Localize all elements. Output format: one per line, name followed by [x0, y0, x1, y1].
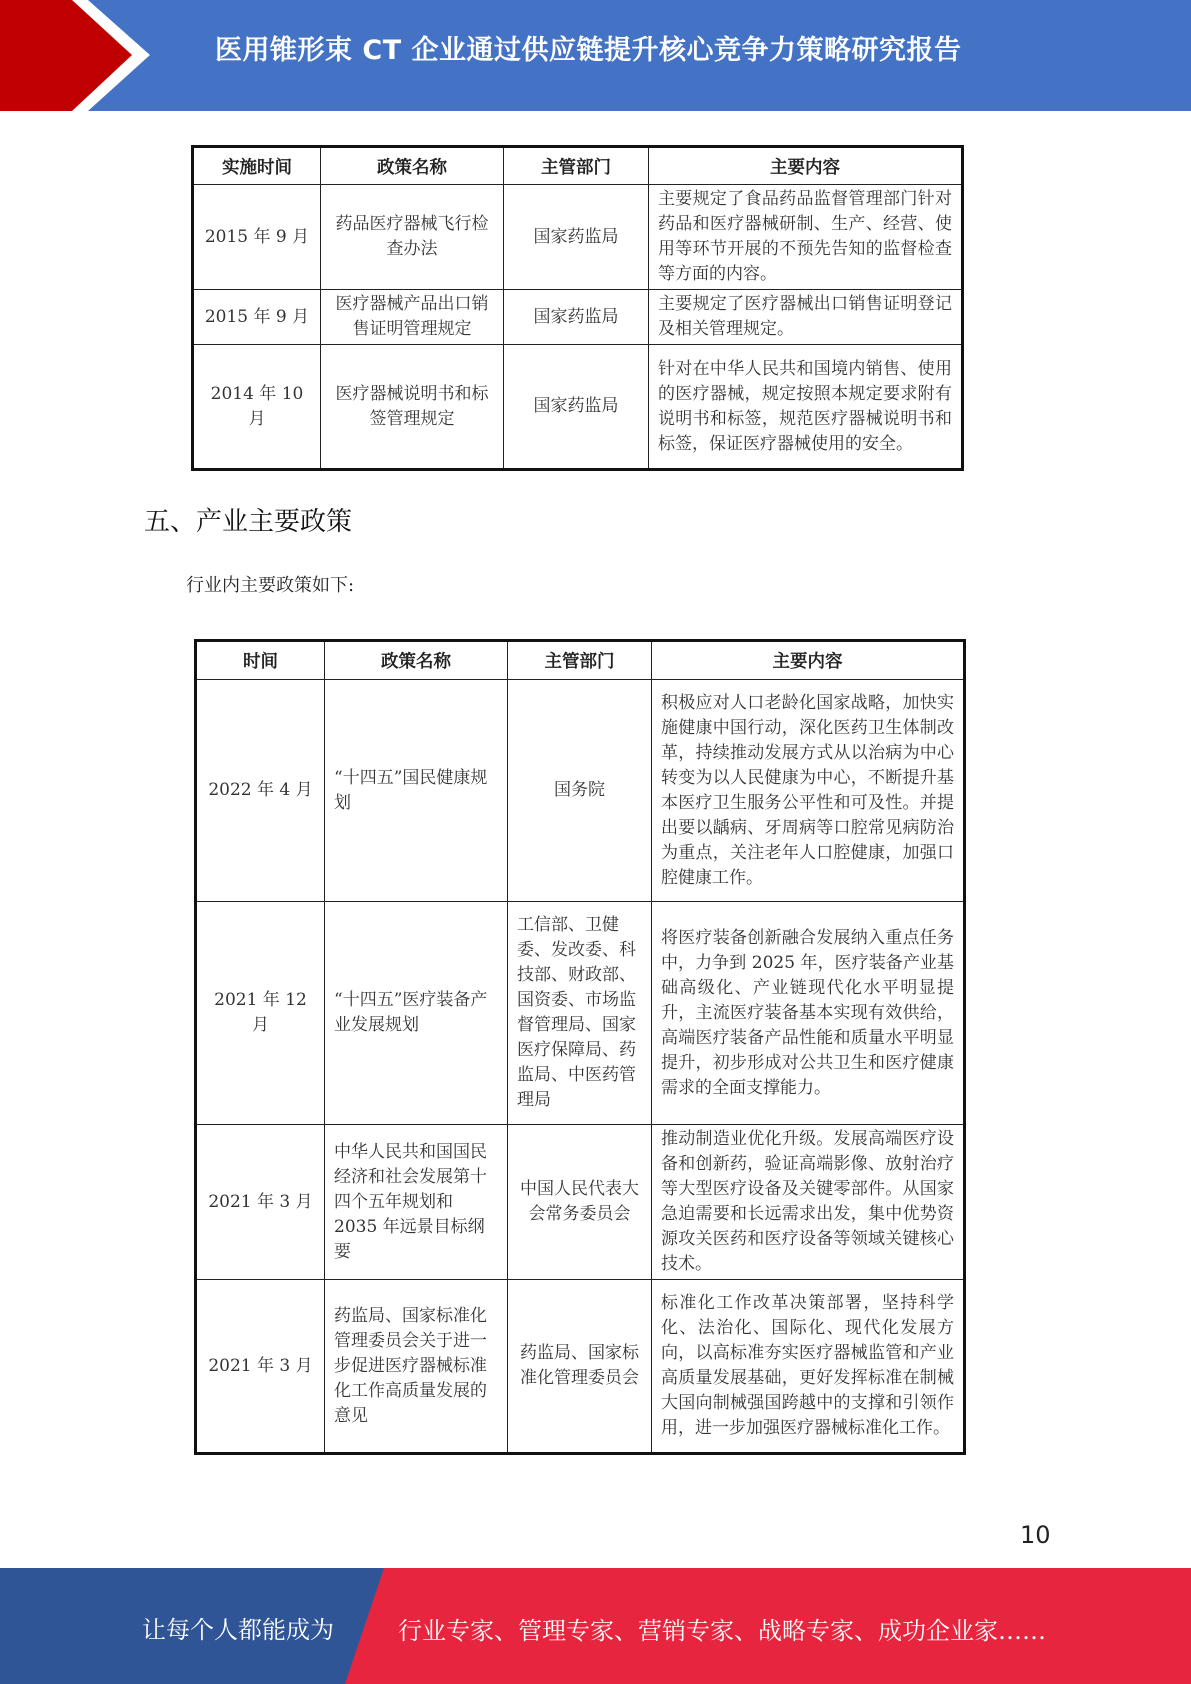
- table-header-row: [196, 641, 965, 680]
- report-title: 医用锥形束 CT 企业通过供应链提升核心竞争力策略研究报告: [215, 35, 962, 66]
- cell-policy-name: 中华人民共和国国民经济和社会发展第十四个五年规划和 2035 年远景目标纲要: [325, 1125, 508, 1280]
- cell-date: 2015 年 9 月: [193, 290, 321, 345]
- cell-department: 国家药监局: [504, 345, 649, 470]
- column-header-content: 主要内容: [652, 641, 965, 680]
- cell-policy-name: “十四五”国民健康规划: [325, 680, 508, 902]
- cell-date: 2021 年 12 月: [196, 902, 325, 1125]
- cell-department: 中国人民代表大会常务委员会: [508, 1125, 652, 1280]
- column-header-department: 主管部门: [508, 641, 652, 680]
- column-header-content: 主要内容: [649, 147, 963, 185]
- cell-date: 2014 年 10 月: [193, 345, 321, 470]
- table-row: [193, 185, 963, 290]
- cell-content: 针对在中华人民共和国境内销售、使用的医疗器械，规定按照本规定要求附有说明书和标签，规范医疗器械说明书和标签，保证医疗器械使用的安全。: [649, 345, 963, 470]
- cell-content: 积极应对人口老龄化国家战略，加快实施健康中国行动，深化医药卫生体制改革，持续推动发展方式从以治病为中心转变为以人民健康为中心，不断提升基本医疗卫生服务公平性和可及性。并提出要以龋病、牙周病等口腔常见病防治为重点，关注老年人口腔健康，加强口腔健康工作。: [652, 680, 965, 902]
- cell-policy-name: “十四五”医疗装备产业发展规划: [325, 902, 508, 1125]
- table-row: [196, 1280, 965, 1454]
- page-number: 10: [1020, 1521, 1051, 1549]
- cell-department: 国家药监局: [504, 290, 649, 345]
- cell-content: 将医疗装备创新融合发展纳入重点任务中，力争到 2025 年，医疗装备产业基础高级化、产业链现代化水平明显提升，主流医疗装备基本实现有效供给，高端医疗装备产品性能和质量水平明显提升，初步形成对公共卫生和医疗健康需求的全面支撑能力。: [652, 902, 965, 1125]
- cell-department: 国家药监局: [504, 185, 649, 290]
- page-header: [0, 0, 1191, 111]
- cell-date: 2021 年 3 月: [196, 1280, 325, 1454]
- column-header-department: 主管部门: [504, 147, 649, 185]
- cell-content: 标准化工作改革决策部署，坚持科学化、法治化、国际化、现代化发展方向，以高标准夯实医疗器械监管和产业高质量发展基础，更好发挥标准在制械大国向制械强国跨越中的支撑和引领作用，进一步加强医疗器械标准化工作。: [652, 1280, 965, 1454]
- cell-policy-name: 药监局、国家标准化管理委员会关于进一步促进医疗器械标准化工作高质量发展的意见: [325, 1280, 508, 1454]
- column-header-date: 实施时间: [193, 147, 321, 185]
- cell-policy-name: 医疗器械产品出口销售证明管理规定: [321, 290, 504, 345]
- cell-date: 2022 年 4 月: [196, 680, 325, 902]
- footer-slogan-right: 行业专家、管理专家、营销专家、战略专家、成功企业家……: [398, 1617, 1046, 1645]
- cell-policy-name: 药品医疗器械飞行检查办法: [321, 185, 504, 290]
- cell-department: 药监局、国家标准化管理委员会: [508, 1280, 652, 1454]
- cell-date: 2015 年 9 月: [193, 185, 321, 290]
- cell-content: 推动制造业优化升级。发展高端医疗设备和创新药，验证高端影像、放射治疗等大型医疗设备及关键零部件。从国家急迫需要和长远需求出发，集中优势资源攻关医药和医疗设备等领域关键核心技术。: [652, 1125, 965, 1280]
- table-header-row: [193, 147, 963, 185]
- cell-content: 主要规定了医疗器械出口销售证明登记及相关管理规定。: [649, 290, 963, 345]
- table-row: [196, 680, 965, 902]
- column-header-policy-name: 政策名称: [325, 641, 508, 680]
- page-footer: [0, 1568, 1191, 1684]
- section-heading: 五、产业主要政策: [144, 507, 353, 537]
- column-header-policy-name: 政策名称: [321, 147, 504, 185]
- table-row: [196, 1125, 965, 1280]
- cell-content: 主要规定了食品药品监督管理部门针对药品和医疗器械研制、生产、经营、使用等环节开展的不预先告知的监督检查等方面的内容。: [649, 185, 963, 290]
- header-arrow-decoration: [0, 0, 150, 111]
- table-row: [193, 290, 963, 345]
- section-intro-text: 行业内主要政策如下:: [186, 575, 355, 596]
- cell-date: 2021 年 3 月: [196, 1125, 325, 1280]
- cell-department: 国务院: [508, 680, 652, 902]
- footer-slogan-left: 让每个人都能成为: [142, 1616, 334, 1644]
- table-row: [193, 345, 963, 470]
- cell-department: 工信部、卫健委、发改委、科技部、财政部、国资委、市场监督管理局、国家医疗保障局、药监局、中医药管理局: [508, 902, 652, 1125]
- cell-policy-name: 医疗器械说明书和标签管理规定: [321, 345, 504, 470]
- column-header-date: 时间: [196, 641, 325, 680]
- table-row: [196, 902, 965, 1125]
- industry-policy-table: [194, 639, 966, 1455]
- policy-table-continued: [191, 145, 964, 471]
